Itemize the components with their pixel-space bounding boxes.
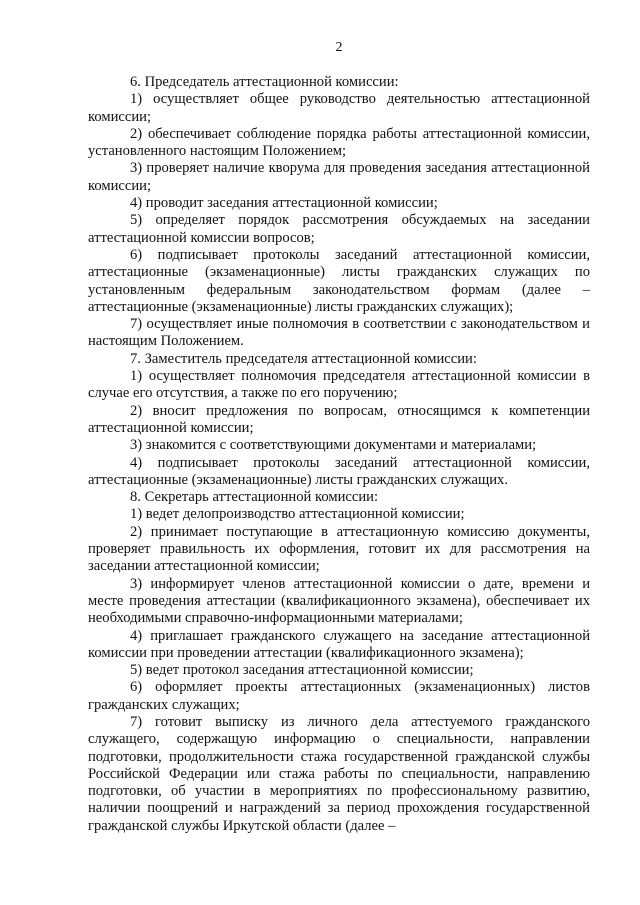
list-item: 5) определяет порядок рассмотрения обсуждаемых на заседании аттестационной комиссии вопросов; (88, 212, 590, 246)
section-heading-6: 6. Председатель аттестационной комиссии: (130, 74, 399, 90)
list-item: 1) осуществляет полномочия председателя аттестационной комиссии в случае его отсутствия, а также по его поручению; (88, 368, 590, 402)
section-heading-7: 7. Заместитель председателя аттестационной комиссии: (130, 350, 477, 367)
page-number: 2 (335, 40, 343, 55)
list-item: 1) ведет делопроизводство аттестационной комиссии; (130, 506, 465, 523)
list-item: 7) готовит выписку из личного дела аттестуемого гражданского служащего, содержащую информацию о специальности, направлении подготовки, продолжительности стажа государственной гражданской службы Российской Федерации или стажа работы по специальности, направлению подготовки, об участии в мероприятиях по профессиональному развитию, наличии поощрений и награждений за период прохождения государственной гражданской службы Иркутской области (далее – (88, 713, 590, 834)
list-item: 3) проверяет наличие кворума для проведения заседания аттестационной комиссии; (88, 160, 590, 194)
list-item: 3) информирует членов аттестационной комиссии о дате, времени и месте проведения аттестации (квалификационного экзамена), обеспечивает их необходимыми справочно-информационными материалами; (88, 575, 590, 627)
list-item: 4) проводит заседания аттестационной комиссии; (130, 195, 438, 212)
list-item: 2) обеспечивает соблюдение порядка работы аттестационной комиссии, установленного настоящим Положением; (88, 125, 590, 160)
list-item: 2) принимает поступающие в аттестационную комиссию документы, проверяет правильность их оформления, готовит их для рассмотрения на заседании аттестационной комиссии; (88, 523, 590, 575)
list-item: 4) приглашает гражданского служащего на заседание аттестационной комиссии при проведении аттестации (квалификационного экзамена); (88, 627, 590, 661)
list-item: 1) осуществляет общее руководство деятельностью аттестационной комиссии; (88, 91, 590, 125)
list-item: 4) подписывает протоколы заседаний аттестационной комиссии, аттестационные (экзаменационные) листы гражданских служащих. (88, 454, 590, 488)
section-heading-8: 8. Секретарь аттестационной комиссии: (130, 489, 379, 506)
list-item: 6) оформляет проекты аттестационных (экзаменационных) листов гражданских служащих; (88, 679, 590, 713)
list-item: 6) подписывает протоколы заседаний аттестационной комиссии, аттестационные (экзаменационные) листы гражданских служащих по установленным федеральным законодательством формам (далее – аттестационные (экзаменационные) листы гражданских служащих); (88, 246, 590, 315)
list-item: 7) осуществляет иные полномочия в соответствии с законодательством и настоящим Положением. (88, 316, 590, 350)
list-item: 3) знакомится с соответствующими документами и материалами; (130, 437, 537, 454)
list-item: 5) ведет протокол заседания аттестационной комиссии; (130, 662, 474, 679)
document-body (88, 74, 590, 835)
list-item: 2) вносит предложения по вопросам, относящимся к компетенции аттестационной комиссии; (88, 402, 590, 436)
